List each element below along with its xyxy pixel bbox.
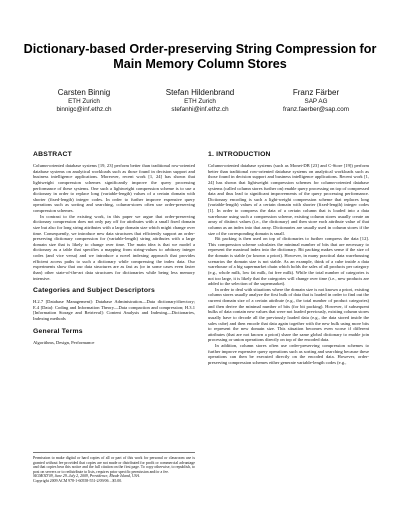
- author-2: [142, 88, 258, 113]
- introduction-heading: 1. INTRODUCTION: [208, 151, 271, 158]
- paper-title: Dictionary-based Order-preserving String Compression for Main Memory Column Stores: [23, 42, 377, 71]
- general-terms-text: Algorithms, Design, Performance: [33, 339, 95, 345]
- abstract-paragraph-1: Column-oriented database systems [19, 23] perform better than traditional row-oriented database systems on analytical workloads such as those found in decision support and business intelligence applications. Moreover, recent work [1, 24] has shown that lightweight compression schemes significantly improve the query processing performance of these systems. One such a lightweight compression scheme is to use a dictionary in order to replace long (variable-length) values of a certain domain with shorter (fixed-length) integer codes. In order to further improve expensive query operations such as sorting and searching, column-stores often use order-preserving compression schemes.: [33, 163, 195, 213]
- intro-paragraph-4: In addition, column stores often use order-preserving compression schemes to further improve expensive query operations such as sorting and searching because these operations can then be executed directly on the encoded data. However, order-preserving compression schemes either generate variable-length codes (e.g.,: [208, 343, 369, 365]
- right-column: [208, 151, 369, 366]
- abstract-paragraph-2: In contrast to the existing work, in this paper we argue that order-preserving dictionary compression does not only pay off for attributes with a small fixed domain size but also for long string attributes with a large domain size which might change over time. Consequently, we introduce new data structures that efficiently support an order-preserving dictionary compression for (variable-length) string attributes with a large domain size that is likely to change over time. The main idea is that we model a dictionary as a table that specifies a mapping from string-values to arbitrary integer codes (and vice versa) and we introduce a novel indexing approach that provides efficient access paths to such a dictionary while compressing the index data. Our experiments show that our data structures are as fast as (or in some cases even faster than) other state-of-the-art data structures for dictionaries while being less memory intensive.: [33, 213, 195, 281]
- author-email: binnigc@inf.ethz.ch: [56, 105, 112, 113]
- categories-text: H.2.7 [Database Management]: Database Administration—Data dictionary/directory; E.4 [Data]: Coding and Information Theory—Data compaction and compression; H.3.1 [Information Storage and Retrieval]: Content Analysis and Indexing—Dictionaries, Indexing methods: [33, 299, 195, 321]
- permission-notice: Permission to make digital or hard copies of all or part of this work for personal or classroom use is granted without fee provided that copies are not made or distributed for profit or commercial advantage and that copies bear this notice and the full citation on the first page. To copy otherwise, to republish, to post on servers or to redistribute to lists, requires prior specific permission and/or a fee.: [33, 456, 195, 474]
- author-name: Stefan Hildenbrand: [165, 88, 235, 97]
- author-affiliation: ETH Zurich: [68, 98, 100, 105]
- author-1: [26, 88, 142, 113]
- intro-paragraph-3: In order to deal with situations where the domain size is not known a priori, existing column stores usually analyze the first bulk of data that is loaded in order to find out the current domain size of a certain attribute (e.g., the total number of product categories) and then derive the minimal number of bits (for bit packing). However, if subsequent bulks of data contain new values that were not loaded previously, existing column stores usually have to decode all the previously loaded data (e.g., the data stored inside the sales cube) and then encode that data again together with the new bulk using more bits to represent the new domain size. This situation becomes even worse if different attributes (that are not known a priori) share the same global dictionary to enable join processing or union operations directly on top of the encoded data.: [208, 286, 369, 343]
- author-name: Franz Färber: [292, 88, 340, 97]
- intro-paragraph-2: Bit packing is then used on top of dictionaries to further compress the data [12]. This compression scheme calculates the minimal number of bits that are necessary to represent the maximal index into the dictionary. Bit packing makes sense if the size of the domain is stable (or known a priori). However, in many practical data warehousing scenarios the domain size is not stable. As an example, think of a cube inside a data warehouse of a big supermarket chain which holds the sales of all products per category (e.g., whole milk, low fat milk, fat free milk). While the total number of categories is not too large, it is likely that the categories will change over time (i.e., new products are added to the selection of the supermarket).: [208, 236, 369, 287]
- copyright-line: Copyright 2009 ACM 978-1-60558-551-2/09/06 ...$5.00.: [33, 478, 123, 483]
- author-name: Carsten Binnig: [57, 88, 111, 97]
- footnote-rule: [33, 452, 195, 453]
- author-email: stefanhi@inf.ethz.ch: [171, 105, 229, 113]
- author-3: [258, 88, 374, 113]
- copyright-footnote: [33, 452, 195, 484]
- categories-heading: Categories and Subject Descriptors: [33, 287, 156, 295]
- venue-line: SIGMOD'09, June 29–July 2, 2009, Providence, Rhode Island, USA.: [33, 474, 141, 479]
- abstract-heading: ABSTRACT: [33, 151, 72, 158]
- left-column: [33, 151, 195, 345]
- intro-paragraph-1: Column-oriented database systems (such as Monet-DB [23] and C-Store [19]) perform better than traditional row-oriented database systems on analytical workloads such as those found in decision support and business intelligence applications. Recent work [1, 24] has shown that lightweight compression schemes for column-oriented database systems (called column stores further on) enable query processing on top of compressed data and thus lead to significant improvements of the query processing performance. Dictionary encoding is such a light-weight compression scheme that replaces long (variable-length) values of a certain domain with shorter (fixed-length) integer codes [1]. In order to compress the data of a certain column that is loaded into a data warehouse using such a compression scheme, existing column stores usually create an array of distinct values (i.e., the dictionary) and then store each attribute value of that column as an index into that array. Dictionaries are usually used in column stores if the size of the corresponding domain is small.: [208, 163, 369, 236]
- general-terms-heading: General Terms: [33, 327, 83, 335]
- author-block: [26, 88, 374, 113]
- author-email: franz.faerber@sap.com: [283, 105, 349, 113]
- author-affiliation: SAP AG: [304, 98, 328, 105]
- author-affiliation: ETH Zurich: [184, 98, 216, 105]
